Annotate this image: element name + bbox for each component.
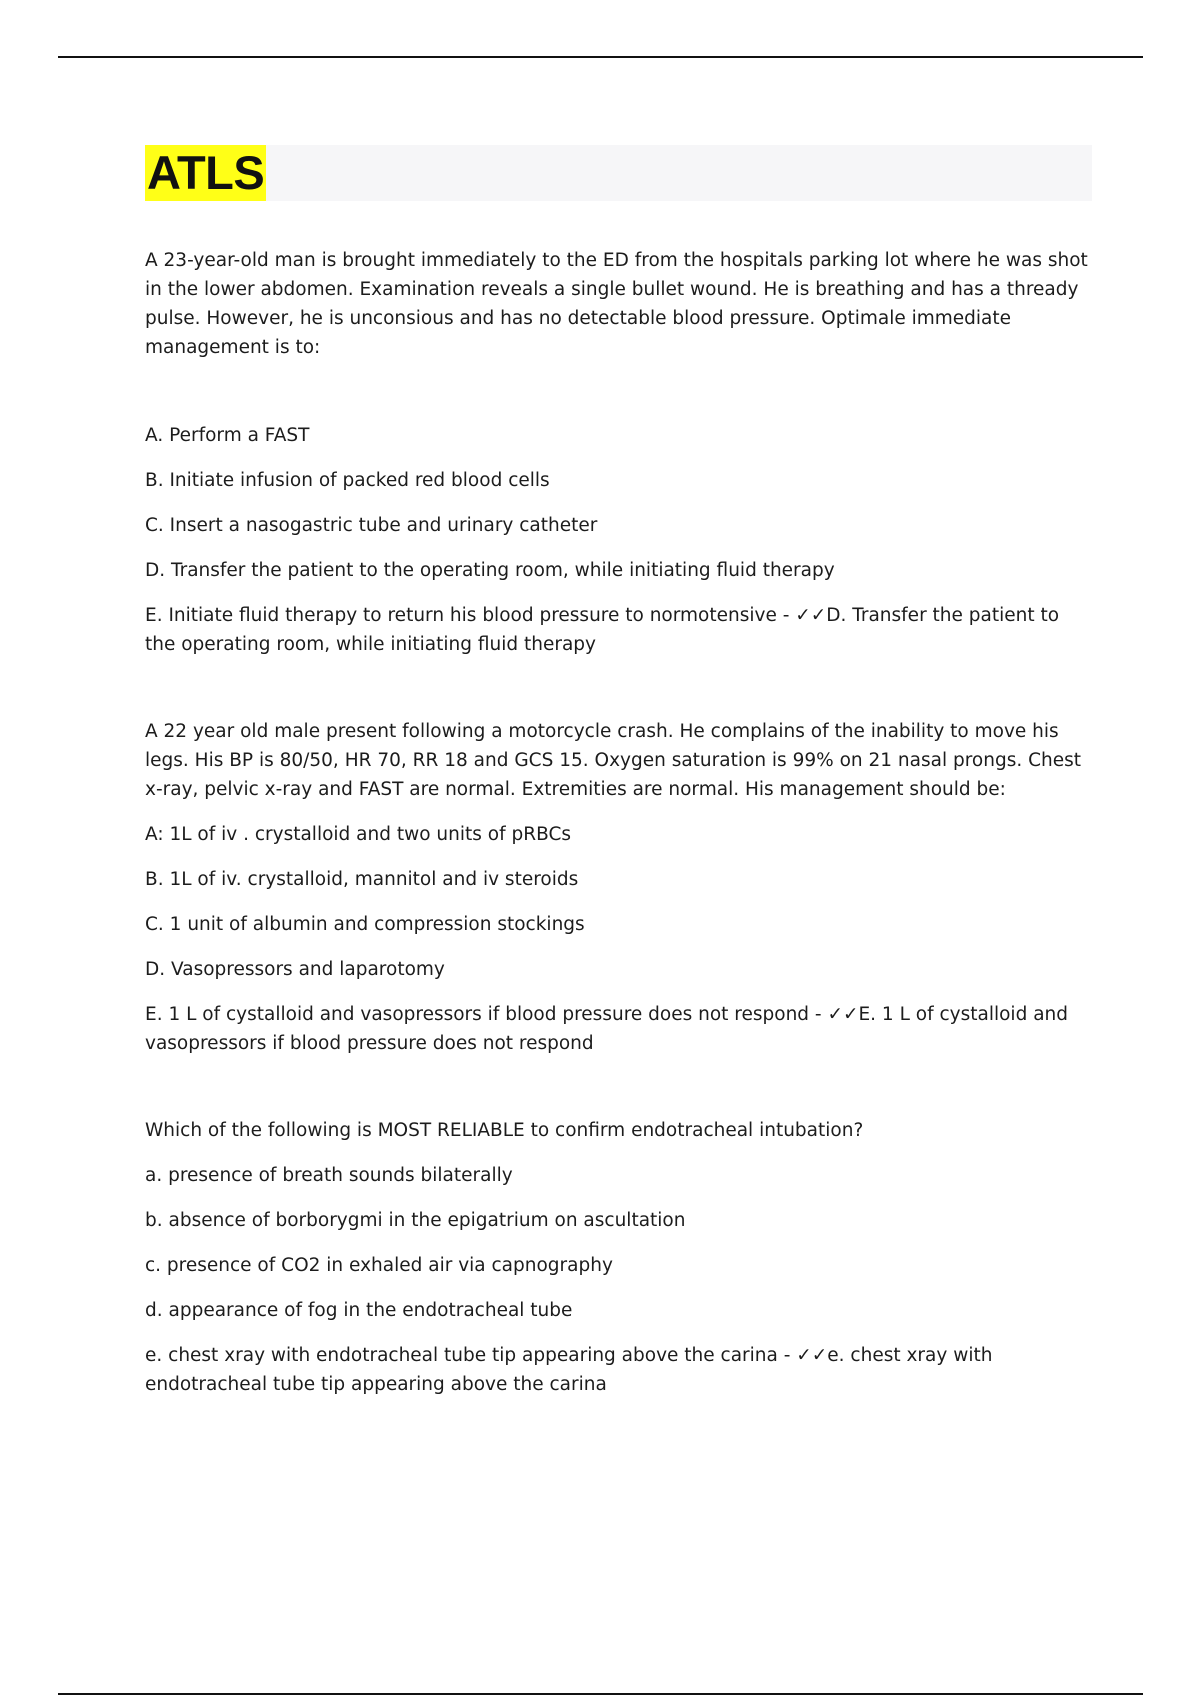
option-item: B. 1L of iv. crystalloid, mannitol and iv steroids (145, 869, 579, 890)
question-block (145, 246, 1090, 659)
document-title: ATLS (147, 146, 265, 199)
question-block (145, 717, 1090, 1058)
question-text: A 23-year-old man is brought immediately to the ED from the hospitals parking lot where he was shot in the lower abdomen. Examination reveals a single bullet wound. He is breathing and has a thready pulse. However, he is unconsious and has no detectable blood pressure. Optimale immediate management is to: (145, 250, 1088, 358)
question-text: Which of the following is MOST RELIABLE to confirm endotracheal intubation? (145, 1120, 864, 1141)
options-list (145, 1161, 1090, 1399)
options-list (145, 820, 1090, 1058)
bottom-rule (58, 1693, 1143, 1695)
document-body (145, 246, 1090, 1399)
option-item: C. Insert a nasogastric tube and urinary catheter (145, 515, 598, 536)
option-item-with-answer: E. Initiate fluid therapy to return his blood pressure to normotensive - ✓✓D. Transfer the patient to the operating room, while initiating fluid therapy (145, 605, 1060, 655)
option-item-with-answer: e. chest xray with endotracheal tube tip appearing above the carina - ✓✓e. chest xray with endotracheal tube tip appearing above the carina (145, 1345, 993, 1395)
option-item: B. Initiate infusion of packed red blood cells (145, 470, 550, 491)
option-item: C. 1 unit of albumin and compression stockings (145, 914, 585, 935)
options-list (145, 421, 1090, 659)
option-item-with-answer: E. 1 L of cystalloid and vasopressors if blood pressure does not respond - ✓✓E. 1 L of cystalloid and vasopressors if blood pressure does not respond (145, 1004, 1068, 1054)
question-text: A 22 year old male present following a motorcycle crash. He complains of the inability to move his legs. His BP is 80/50, HR 70, RR 18 and GCS 15. Oxygen saturation is 99% on 21 nasal prongs. Chest x-ray, pelvic x-ray and FAST are normal. Extremities are normal. His management should be: (145, 721, 1082, 800)
option-item: D. Transfer the patient to the operating room, while initiating fluid therapy (145, 560, 835, 581)
question-block (145, 1116, 1090, 1399)
option-item: d. appearance of fog in the endotracheal tube (145, 1300, 573, 1321)
option-item: c. presence of CO2 in exhaled air via capnography (145, 1255, 613, 1276)
title-band (145, 145, 1092, 201)
option-item: A. Perform a FAST (145, 425, 310, 446)
option-item: D. Vasopressors and laparotomy (145, 959, 445, 980)
top-rule (58, 56, 1143, 58)
option-item: A: 1L of iv . crystalloid and two units of pRBCs (145, 824, 572, 845)
option-item: a. presence of breath sounds bilaterally (145, 1165, 513, 1186)
option-item: b. absence of borborygmi in the epigatrium on ascultation (145, 1210, 686, 1231)
